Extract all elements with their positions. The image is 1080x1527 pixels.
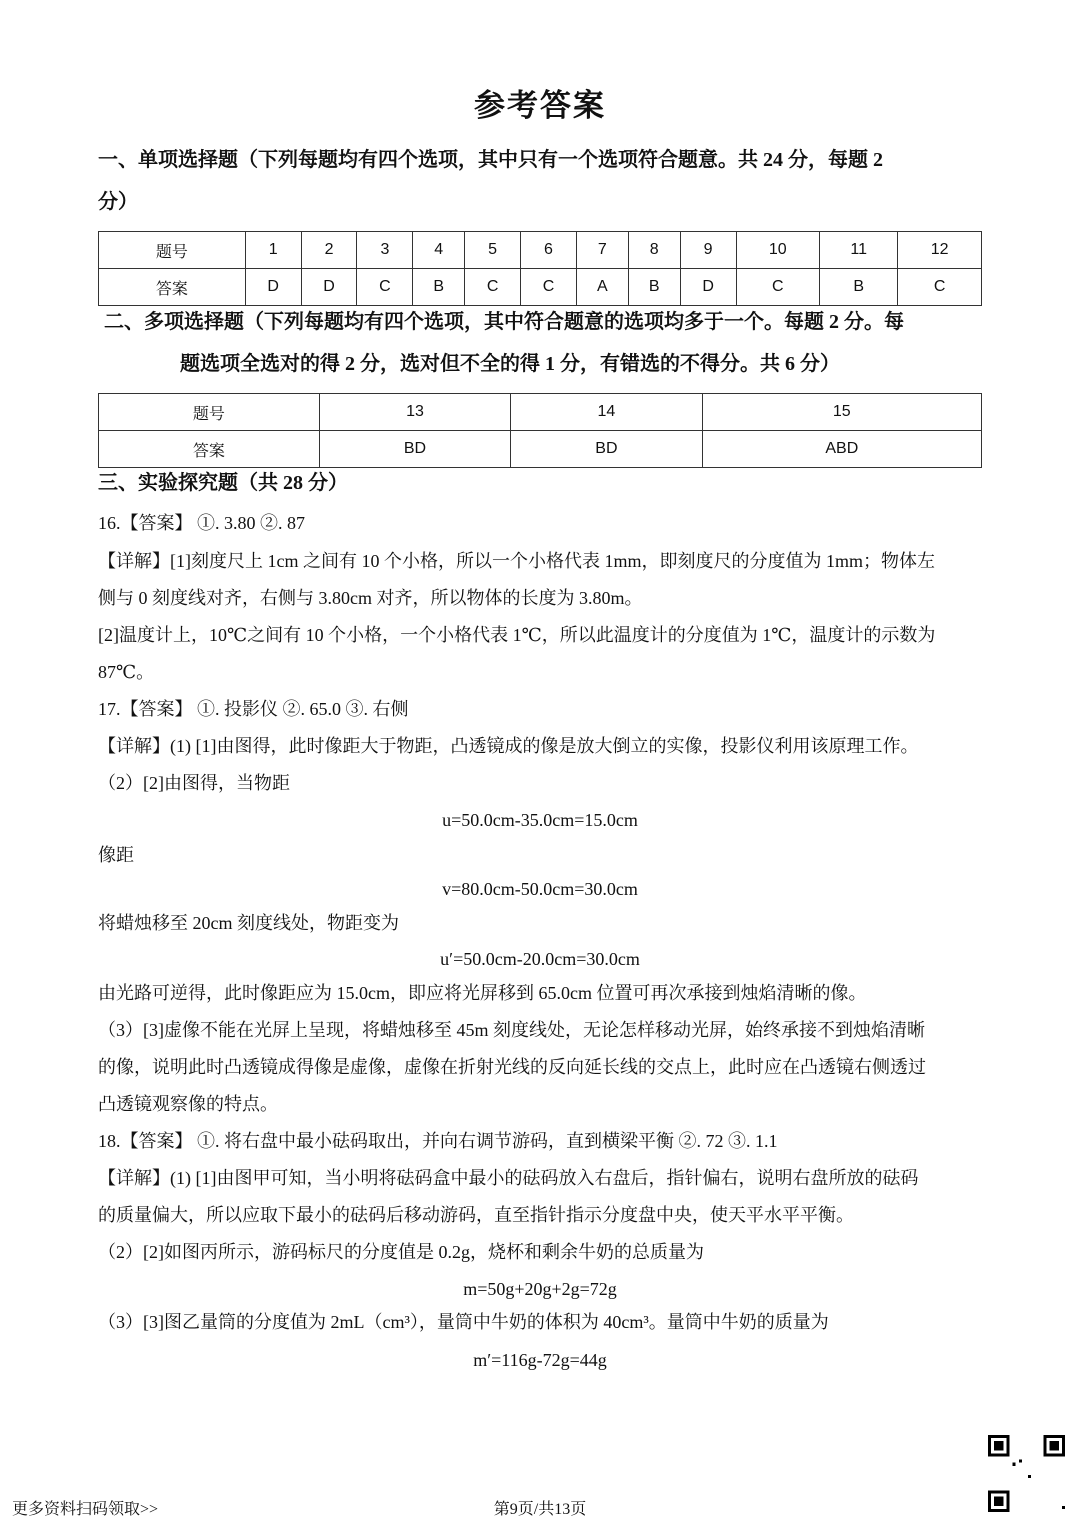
table-cell: 14: [511, 394, 702, 431]
text-line: 侧与 0 刻度线对齐，右侧与 3.80cm 对齐，所以物体的长度为 3.80m。: [98, 588, 643, 608]
text-line: 的像，说明此时凸透镜成得像是虚像，虚像在折射光线的反向延长线的交点上，此时应在凸透镜右侧透过: [98, 1057, 926, 1077]
table-row: [99, 232, 982, 269]
formula-line: v=80.0cm-50.0cm=30.0cm: [442, 879, 638, 899]
table-cell: 12: [898, 232, 982, 269]
table-row: [99, 394, 982, 431]
text-line: 18.【答案】 ①. 将右盘中最小砝码取出，并向右调节游码，直到横梁平衡 ②. 72 ③. 1.1: [98, 1131, 778, 1151]
table-cell: BD: [319, 431, 510, 468]
table-cell: 13: [319, 394, 510, 431]
table-cell: BD: [511, 431, 702, 468]
row-label: 题号: [99, 394, 320, 431]
row-label: 答案: [99, 431, 320, 468]
formula-line: u=50.0cm-35.0cm=15.0cm: [442, 810, 638, 830]
table-cell: C: [898, 269, 982, 306]
text-line: 17.【答案】 ①. 投影仪 ②. 65.0 ③. 右侧: [98, 699, 409, 719]
table-row: [99, 431, 982, 468]
formula-line: m=50g+20g+2g=72g: [463, 1279, 617, 1299]
text-line: 的质量偏大，所以应取下最小的砝码后移动游码，直至指针指示分度盘中央，使天平水平平衡。: [98, 1205, 854, 1225]
text-line: 【详解】(1) [1]由图甲可知，当小明将砝码盒中最小的砝码放入右盘后，指针偏右，说明右盘所放的砝码: [98, 1168, 919, 1188]
table-cell: 2: [301, 232, 357, 269]
section1-heading: 一、单项选择题（下列每题均有四个选项，其中只有一个选项符合题意。共 24 分，每题 2: [98, 149, 883, 171]
section2-heading-cont: 题选项全选对的得 2 分，选对但不全的得 1 分，有错选的不得分。共 6 分）: [180, 353, 840, 375]
table-cell: C: [465, 269, 521, 306]
single-choice-answer-table: [98, 231, 982, 306]
table-cell: A: [576, 269, 628, 306]
table-cell: D: [680, 269, 736, 306]
qr-code-icon: [988, 1435, 1065, 1512]
table-cell: B: [628, 269, 680, 306]
multi-choice-answer-table: [98, 393, 982, 468]
table-cell: 9: [680, 232, 736, 269]
table-cell: 1: [245, 232, 301, 269]
footer-scan-prompt: 更多资料扫码领取>>: [12, 1501, 159, 1518]
table-cell: B: [820, 269, 898, 306]
table-cell: 10: [736, 232, 820, 269]
table-cell: 15: [702, 394, 981, 431]
table-cell: 11: [820, 232, 898, 269]
text-line: [2]温度计上，10℃之间有 10 个小格，一个小格代表 1℃，所以此温度计的分度值为 1℃，温度计的示数为: [98, 625, 936, 645]
text-line: （3）[3]虚像不能在光屏上呈现，将蜡烛移至 45m 刻度线处，无论怎样移动光屏，始终承接不到烛焰清晰: [98, 1020, 925, 1040]
formula-line: m′=116g-72g=44g: [473, 1350, 607, 1370]
table-cell: D: [301, 269, 357, 306]
table-cell: C: [521, 269, 577, 306]
table-cell: 3: [357, 232, 413, 269]
text-line: 87℃。: [98, 662, 155, 682]
table-cell: 6: [521, 232, 577, 269]
row-label: 题号: [99, 232, 246, 269]
page-title: 参考答案: [474, 88, 606, 123]
table-cell: C: [357, 269, 413, 306]
text-line: （2）[2]如图丙所示，游码标尺的分度值是 0.2g，烧杯和剩余牛奶的总质量为: [98, 1242, 704, 1262]
section3-heading: 三、实验探究题（共 28 分）: [98, 472, 348, 494]
text-line: （3）[3]图乙量筒的分度值为 2mL（cm³），量筒中牛奶的体积为 40cm³。量筒中牛奶的质量为: [98, 1312, 829, 1332]
text-line: 凸透镜观察像的特点。: [98, 1094, 278, 1114]
text-line: 【详解】[1]刻度尺上 1cm 之间有 10 个小格，所以一个小格代表 1mm，即刻度尺的分度值为 1mm；物体左: [98, 551, 935, 571]
formula-line: u′=50.0cm-20.0cm=30.0cm: [440, 949, 640, 969]
table-cell: D: [245, 269, 301, 306]
row-label: 答案: [99, 269, 246, 306]
text-line: 【详解】(1) [1]由图得，此时像距大于物距，凸透镜成的像是放大倒立的实像，投影仪利用该原理工作。: [98, 736, 919, 756]
section2-heading: 二、多项选择题（下列每题均有四个选项，其中符合题意的选项均多于一个。每题 2 分。每: [104, 311, 904, 333]
text-line: 将蜡烛移至 20cm 刻度线处，物距变为: [98, 913, 399, 933]
table-cell: C: [736, 269, 820, 306]
table-row: [99, 269, 982, 306]
page-number: 第9页/共13页: [493, 1501, 587, 1518]
text-line: 16.【答案】 ①. 3.80 ②. 87: [98, 513, 305, 533]
section1-heading-cont: 分）: [98, 191, 138, 213]
text-line: 像距: [98, 845, 134, 865]
table-cell: ABD: [702, 431, 981, 468]
table-cell: 7: [576, 232, 628, 269]
text-line: （2）[2]由图得，当物距: [98, 773, 290, 793]
table-cell: 5: [465, 232, 521, 269]
table-cell: 8: [628, 232, 680, 269]
text-line: 由光路可逆得，此时像距应为 15.0cm，即应将光屏移到 65.0cm 位置可再次承接到烛焰清晰的像。: [98, 983, 867, 1003]
table-cell: 4: [413, 232, 465, 269]
table-cell: B: [413, 269, 465, 306]
